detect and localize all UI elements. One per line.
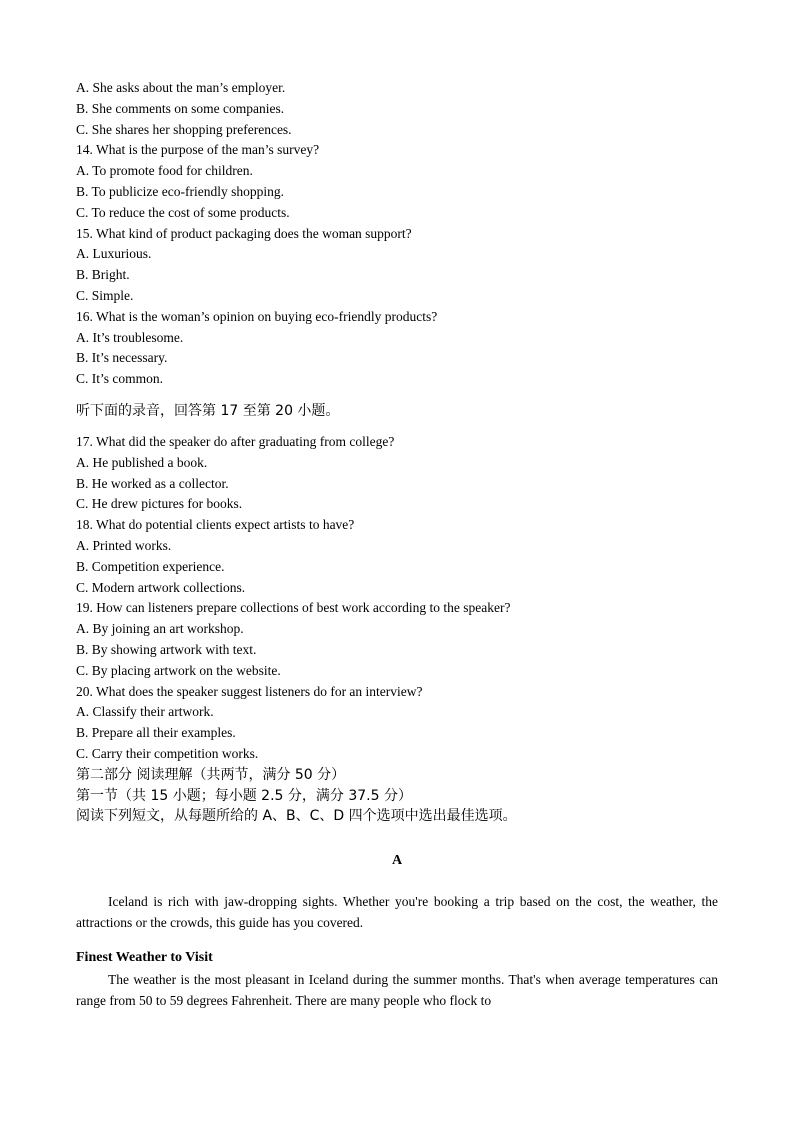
question-20: [76, 682, 718, 765]
exam-page: [76, 78, 718, 1011]
section-heading: Finest Weather to Visit: [76, 950, 213, 966]
option-a: A. To promote food for children.: [76, 163, 253, 179]
question-19: [76, 598, 718, 681]
question-text: 14. What is the purpose of the man’s survey?: [76, 142, 320, 158]
listening-instruction: 听下面的录音，回答第 17 至第 20 小题。: [76, 402, 340, 419]
section-one-title: 第一节（共 15 小题；每小题 2.5 分，满分 37.5 分）: [76, 787, 412, 804]
question-16: [76, 307, 718, 390]
question-18: [76, 515, 718, 598]
question-text: 19. How can listeners prepare collections of best work according to the speaker?: [76, 600, 511, 616]
passage-label: A: [391, 853, 403, 869]
option-c: C. Simple.: [76, 287, 134, 303]
option-b: B. He worked as a collector.: [76, 475, 229, 491]
question-17: [76, 432, 718, 515]
option-c: C. To reduce the cost of some products.: [76, 204, 290, 220]
option-a: A. He published a book.: [76, 454, 208, 470]
option-a: A. She asks about the man’s employer.: [76, 80, 286, 95]
option-a: A. Classify their artwork.: [76, 704, 214, 720]
option-b: B. Prepare all their examples.: [76, 725, 236, 741]
question-text: 17. What did the speaker do after graduating from college?: [76, 433, 395, 449]
option-c: C. It’s common.: [76, 371, 163, 387]
option-a: A. Printed works.: [76, 537, 172, 553]
option-c: C. Carry their competition works.: [76, 745, 259, 761]
option-c: C. Modern artwork collections.: [76, 579, 246, 595]
option-c: C. He drew pictures for books.: [76, 496, 243, 512]
question-14: [76, 140, 718, 223]
option-a: A. By joining an art workshop.: [76, 621, 244, 637]
option-a: A. It’s troublesome.: [76, 329, 184, 345]
question-13-options: [76, 78, 718, 140]
option-b: B. Competition experience.: [76, 558, 225, 574]
option-b: B. By showing artwork with text.: [76, 641, 257, 657]
question-text: 15. What kind of product packaging does the woman support?: [76, 225, 412, 241]
question-text: 20. What does the speaker suggest listeners do for an interview?: [76, 683, 423, 699]
part-two-title: 第二部分 阅读理解（共两节，满分 50 分）: [76, 766, 346, 783]
option-b: B. It’s necessary.: [76, 350, 168, 366]
intro-paragraph: Iceland is rich with jaw-dropping sights. Whether you're booking a trip based on the cost, the weather, the attractions or the crowds, this guide has you covered.: [76, 894, 718, 931]
option-b: B. To publicize eco-friendly shopping.: [76, 183, 285, 199]
question-15: [76, 224, 718, 307]
option-b: B. She comments on some companies.: [76, 100, 285, 116]
option-a: A. Luxurious.: [76, 246, 152, 262]
weather-paragraph: The weather is the most pleasant in Iceland during the summer months. That's when average temperatures can range from 50 to 59 degrees Fahrenheit. There are many people who flock to: [76, 972, 718, 1009]
question-text: 18. What do potential clients expect artists to have?: [76, 517, 355, 533]
option-c: C. She shares her shopping preferences.: [76, 121, 292, 137]
option-b: B. Bright.: [76, 267, 130, 283]
option-c: C. By placing artwork on the website.: [76, 662, 281, 678]
reading-instruction: 阅读下列短文，从每题所给的 A、B、C、D 四个选项中选出最佳选项。: [76, 808, 517, 825]
question-text: 16. What is the woman’s opinion on buying eco-friendly products?: [76, 308, 438, 324]
